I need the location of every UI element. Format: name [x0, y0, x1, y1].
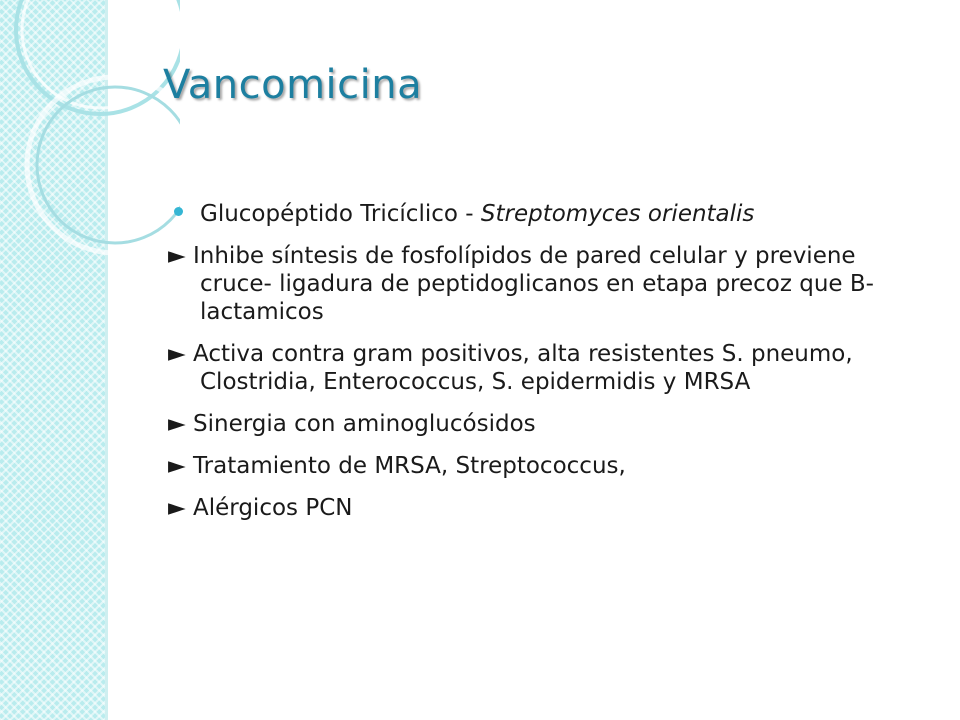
list-item-text: ► Alérgicos PCN — [168, 495, 353, 521]
slide-title: Vancomicina — [163, 62, 423, 108]
list-item — [168, 242, 908, 326]
list-item — [168, 200, 908, 228]
filled-circle-bullet-icon — [174, 207, 183, 216]
list-item-text: Glucopéptido Tricíclico - — [200, 201, 481, 227]
list-item-text: ► Tratamiento de MRSA, Streptococcus, — [168, 453, 626, 479]
list-item-text: ► Sinergia con aminoglucósidos — [168, 411, 536, 437]
list-item-italic-text: Streptomyces orientalis — [480, 201, 755, 227]
list-item-text: ► Activa contra gram positivos, alta resistentes S. pneumo, Clostridia, Enterococcus, S. epidermidis y MRSA — [168, 341, 853, 395]
decorative-rings-icon — [0, 0, 180, 260]
list-item — [168, 494, 908, 522]
list-item-text: ► Inhibe síntesis de fosfolípidos de pared celular y previene cruce- ligadura de peptidoglicanos en etapa precoz que B-lactamicos — [168, 243, 874, 325]
list-item — [168, 452, 908, 480]
list-item — [168, 340, 908, 396]
bullet-list — [168, 200, 908, 536]
list-item — [168, 410, 908, 438]
